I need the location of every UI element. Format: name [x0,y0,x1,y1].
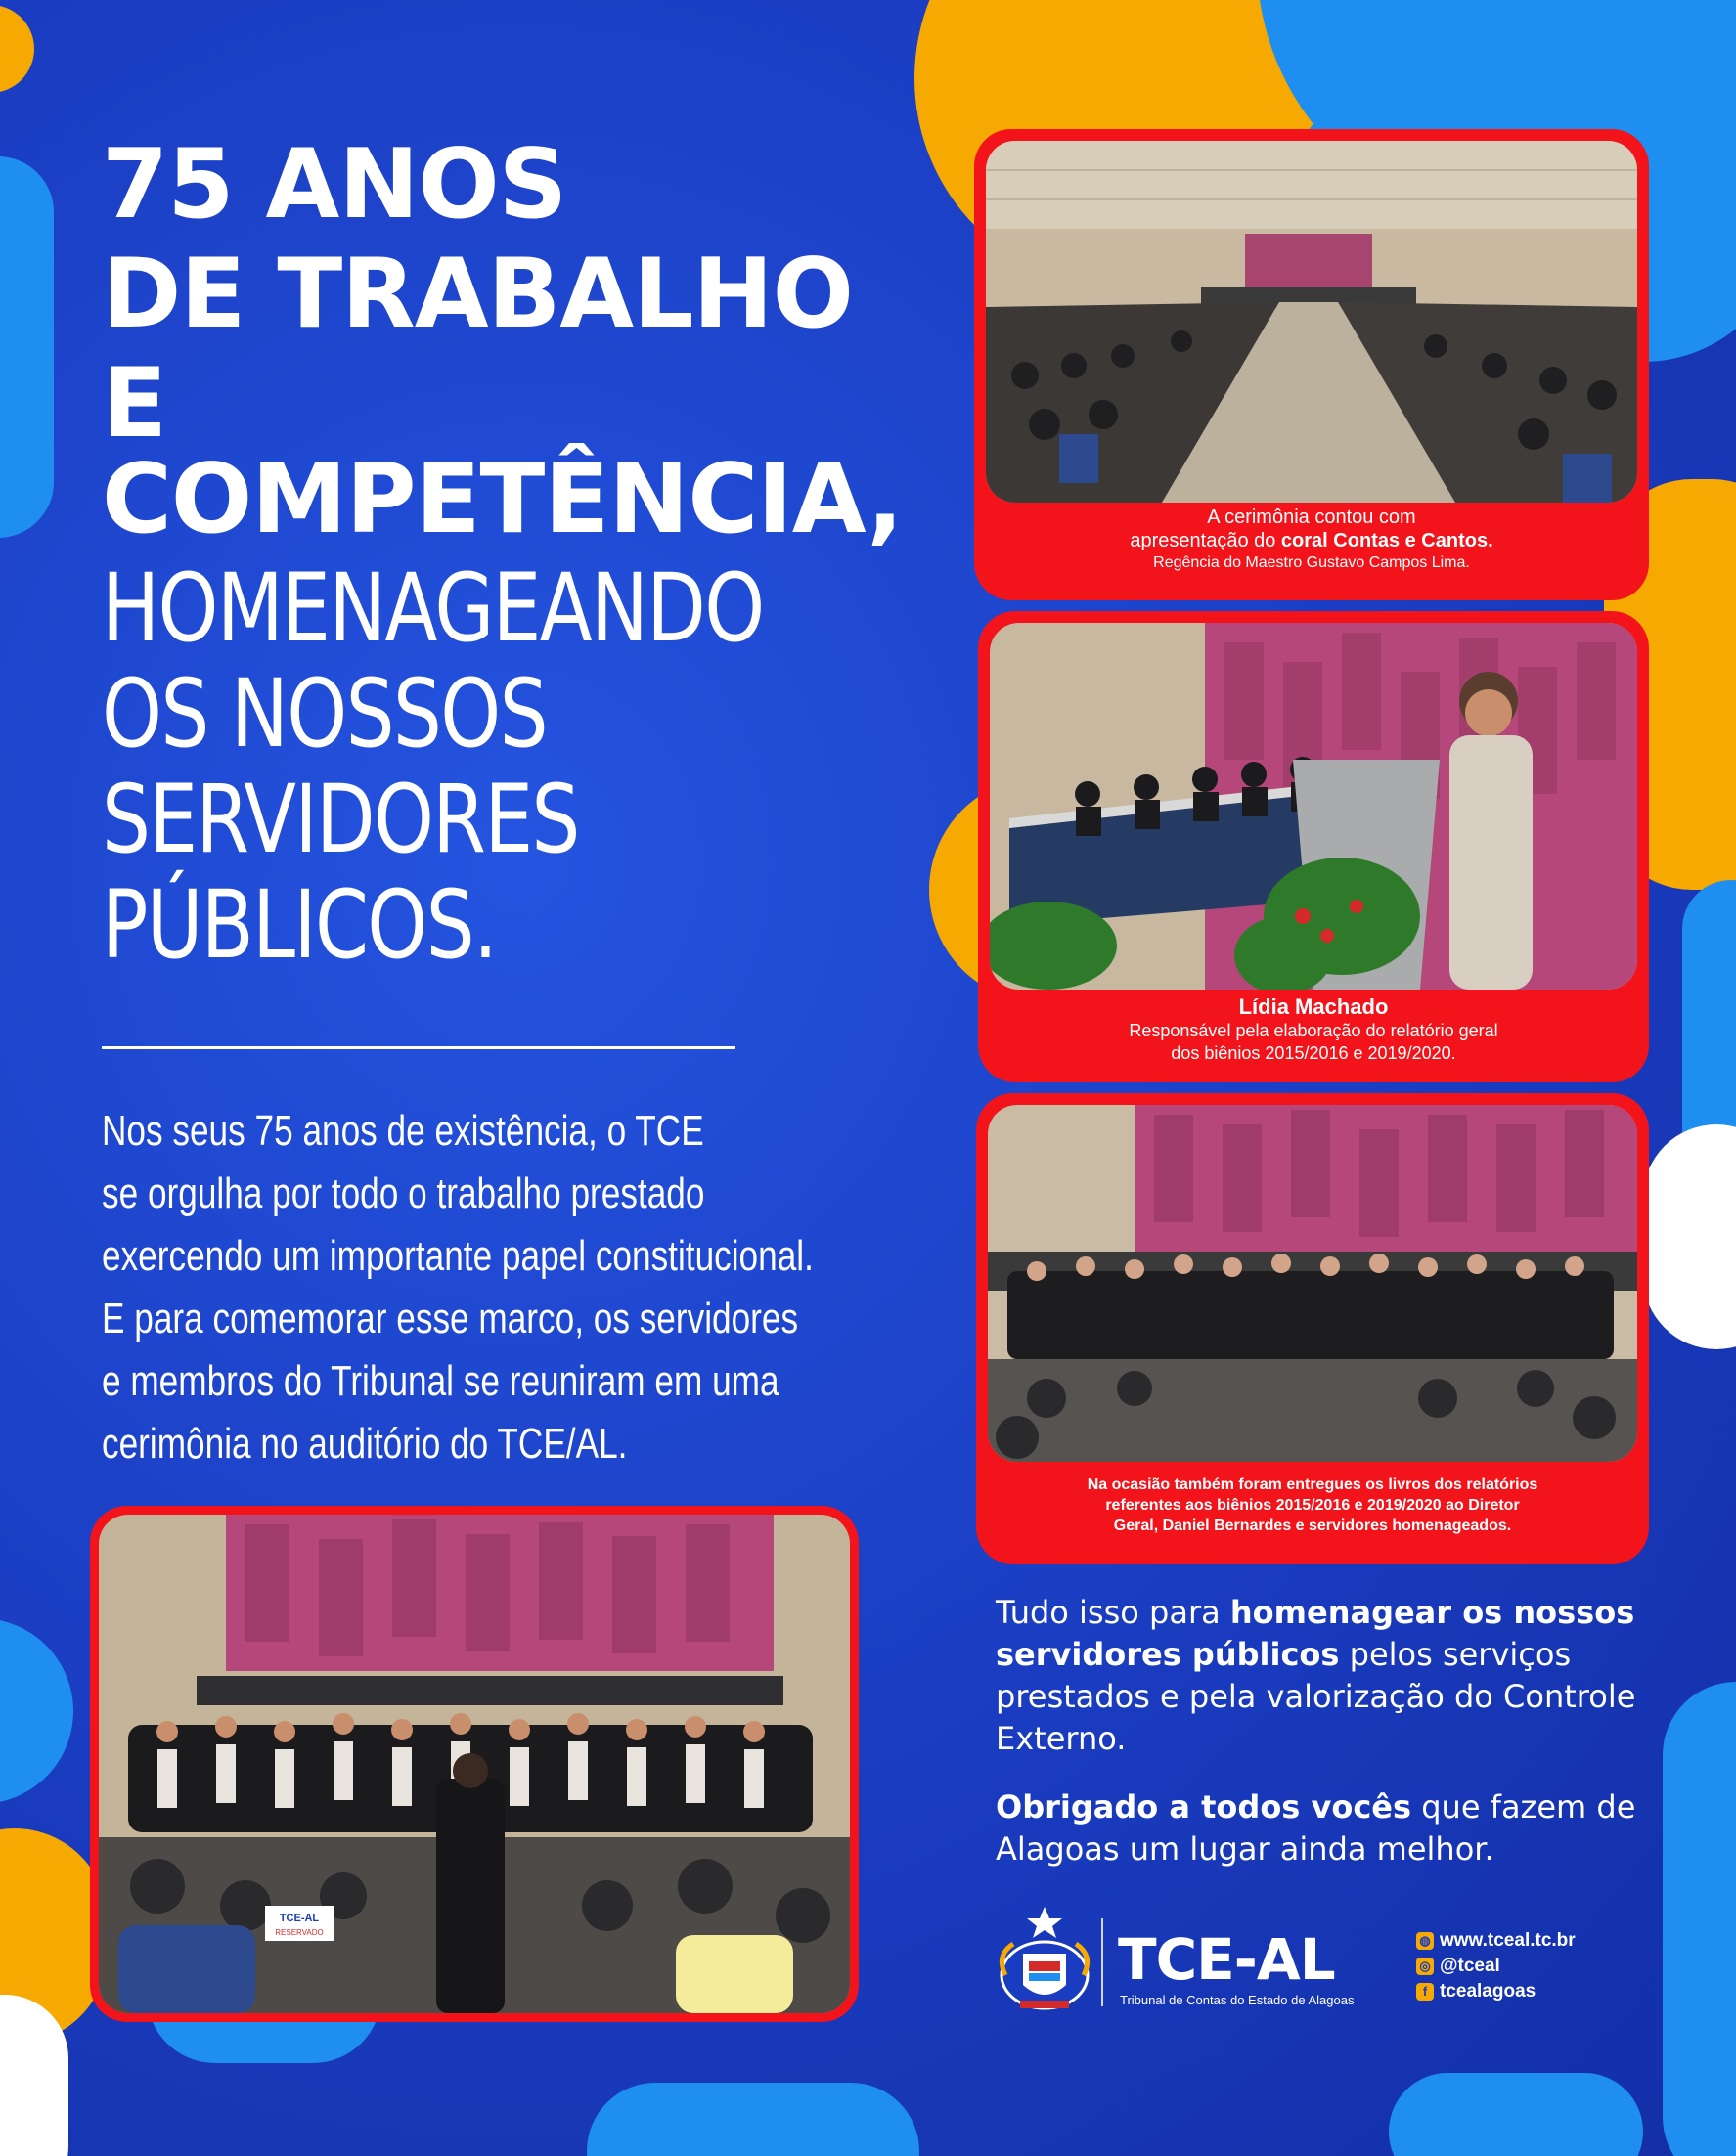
headline-line: SERVIDORES [102,765,579,874]
intro-line: cerimônia no auditório do TCE/AL. [102,1420,628,1468]
closing-text-span: pelos serviços prestados e pela valorização do Controle Externo. [996,1636,1636,1757]
group-photo [988,1105,1637,1462]
sign-label: RESERVADO [275,1928,324,1937]
website-text: www.tceal.tc.br [1440,1930,1576,1951]
photo-card-auditorium [974,129,1649,600]
closing-text-span: que fazem de Alagoas um lugar ainda melhor. [996,1788,1636,1868]
intro-line: se orgulha por todo o trabalho prestado [102,1169,705,1217]
caption-card3 [1037,1474,1588,1536]
brand-subtitle: Tribunal de Contas do Estado de Alagoas [1120,1993,1355,2007]
instagram-icon: ◎ [1416,1958,1434,1975]
caption-line: dos biênios 2015/2016 e 2019/2020. [1171,1043,1456,1063]
headline-line: HOMENAGEANDO [102,553,764,663]
caption-line: Responsável pela elaboração do relatório geral [1129,1021,1498,1040]
globe-icon: ◍ [1416,1932,1434,1950]
caption-name: Lídia Machado [1238,994,1389,1019]
logo-divider [1101,1918,1103,2006]
choir-photo [99,1515,850,2013]
intro-line: exercendo um importante papel constitucional. [102,1232,814,1280]
photo-card-speaker [978,611,1649,1082]
headline-line: PÚBLICOS. [102,870,497,980]
website-link[interactable] [1416,1928,1576,1954]
closing-paragraph-1 [996,1592,1680,1760]
headline-line: E COMPETÊNCIA, [102,348,903,555]
facebook-text: tcealagoas [1440,1981,1536,2002]
closing-text-span: Tudo isso para [996,1594,1230,1631]
auditorium-photo [986,141,1637,503]
tce-al-logo [996,1907,1680,2014]
intro-paragraph [102,1100,884,1475]
caption-bold: coral Contas e Cantos. [1280,530,1493,551]
caption-line [974,529,1649,552]
caption-text: apresentação do [1130,530,1281,551]
facebook-link[interactable] [1416,1979,1576,2004]
intro-line: Nos seus 75 anos de existência, o TCE [102,1107,704,1155]
closing-text [996,1592,1680,1897]
brand-name: TCE-AL [1118,1926,1335,1993]
headline [102,129,904,984]
divider [102,1046,735,1049]
caption-line: Na ocasião também foram entregues os livros dos relatórios [1087,1476,1538,1493]
caption-line: referentes aos biênios 2015/2016 e 2019/2020 ao Diretor [1105,1497,1520,1514]
headline-line: 75 ANOS [102,129,567,241]
caption-card1 [974,506,1649,574]
closing-bold: Obrigado a todos vocês [996,1788,1412,1826]
closing-paragraph-2 [996,1786,1680,1870]
instagram-link[interactable] [1416,1954,1576,1979]
instagram-text: @tceal [1440,1956,1500,1976]
speaker-photo [990,623,1637,990]
sign-label: TCE-AL [279,1913,320,1924]
intro-line: e membros do Tribunal se reuniram em uma [102,1357,779,1405]
photo-card-choir [90,1506,859,2022]
caption-line: Regência do Maestro Gustavo Campos Lima. [1153,554,1470,571]
photo-card-group [976,1093,1649,1564]
caption-card2 [978,994,1649,1065]
coat-of-arms-icon [996,1907,1093,2014]
headline-line: DE TRABALHO [102,239,853,350]
headline-line: OS NOSSOS [102,659,547,769]
caption-line: Geral, Daniel Bernardes e servidores homenageados. [1113,1518,1512,1534]
intro-line: E para comemorar esse marco, os servidores [102,1295,799,1342]
facebook-icon: f [1416,1983,1434,2001]
social-links [1416,1928,1576,2004]
closing-bold: homenagear os nossos servidores públicos [996,1594,1635,1673]
caption-line: A cerimônia contou com [1207,506,1416,528]
